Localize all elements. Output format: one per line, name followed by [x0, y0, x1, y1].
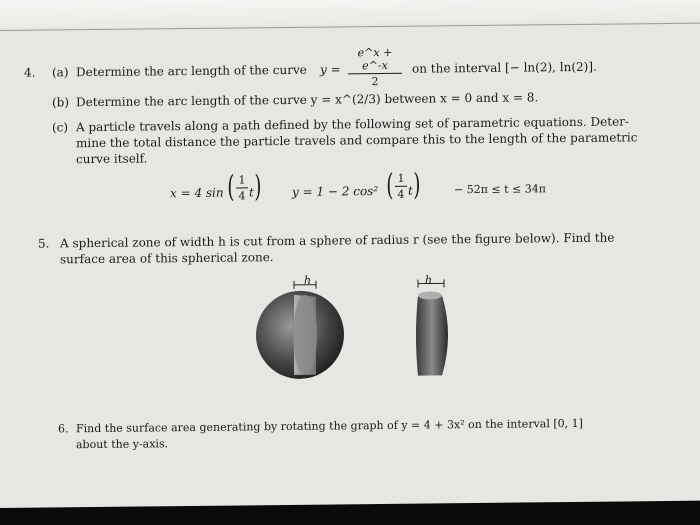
spherical-zone-figure-left — [250, 274, 350, 385]
problem4a-fraction — [348, 46, 402, 89]
spherical-zone-figure-right — [410, 275, 460, 386]
right-paren: ) — [254, 169, 262, 205]
problem4c-line2: mine the total distance the particle travels and compare this to the length of the parametric — [76, 130, 638, 151]
problem4c-line3: curve itself. — [76, 151, 148, 167]
problem5-number: 5. — [38, 236, 50, 251]
left-paren: ( — [227, 169, 235, 205]
param-y-equation: y = 1 − 2 cos² — [292, 184, 379, 199]
problem4c-label: (c) — [52, 120, 69, 135]
problem4b-label: (b) — [52, 95, 70, 110]
problem5-line2: surface area of this spherical zone. — [60, 250, 274, 267]
figure-left-h-label: h — [304, 273, 312, 287]
param-t-range: − 52π ≤ t ≤ 34π — [454, 182, 547, 197]
frac-numerator: 1 — [238, 173, 246, 187]
problem6-line1: Find the surface area generating by rotating the graph of y = 4 + 3x² on the interval [0, 1] — [76, 416, 583, 436]
param-x-t: t — [249, 185, 254, 200]
problem4a-label: (a) — [52, 65, 69, 80]
param-x-fraction — [236, 173, 248, 202]
problem4a-y-equals: y = — [320, 62, 341, 77]
left-paren: ( — [386, 167, 394, 203]
problem5-line1: A spherical zone of width h is cut from a sphere of radius r (see the figure below). Find the — [60, 230, 615, 251]
problem4b-text: Determine the arc length of the curve y = x^(2/3) between x = 0 and x = 8. — [76, 90, 539, 110]
param-y-t: t — [408, 183, 413, 198]
problem4c-line1: A particle travels along a path defined by the following set of parametric equations. Deter- — [76, 114, 629, 135]
problem4a-interval: on the interval [− ln(2), ln(2)]. — [412, 59, 597, 76]
frac-numerator: 1 — [397, 171, 405, 185]
right-paren: ) — [413, 167, 421, 203]
problem4a-numerator: e^x + e^-x — [357, 45, 393, 73]
problem4-number: 4. — [24, 65, 36, 80]
problem4a-denominator: 2 — [371, 75, 379, 89]
figure-right-h-label: h — [425, 273, 433, 287]
param-y-fraction — [395, 172, 407, 201]
frac-denominator: 4 — [397, 187, 405, 201]
fraction-bar — [395, 186, 407, 187]
problem4a-text: Determine the arc length of the curve — [76, 62, 307, 80]
fraction-bar — [236, 187, 248, 188]
problem6-number: 6. — [58, 422, 69, 436]
frac-denominator: 4 — [238, 189, 246, 203]
problem6-line2: about the y-axis. — [76, 437, 169, 452]
param-x-equation: x = 4 sin — [170, 185, 224, 201]
